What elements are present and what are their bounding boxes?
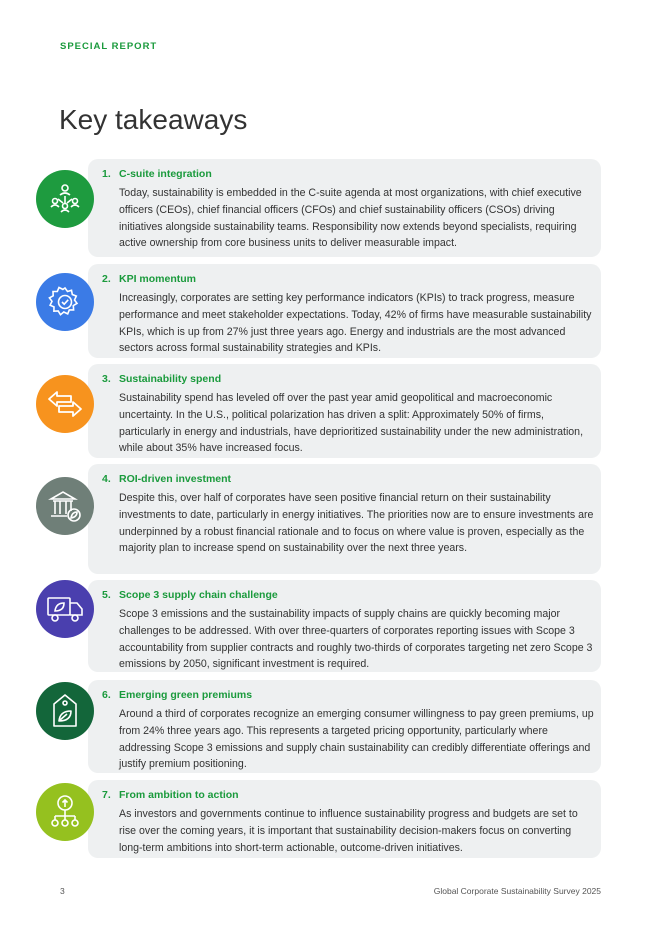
people-network-icon <box>36 170 94 228</box>
item-number: 1. <box>102 168 111 180</box>
item-body: Scope 3 emissions and the sustainability impacts of supply chains are quickly becoming major challenges to be addressed. With over three-quarters of corporates reporting issues with Scope 3 accountability from supplier contracts and roughly two-thirds of corporates targeting net zero Scope 3 emissions by 2050, significant investment is required. <box>119 608 593 671</box>
item-body: Increasingly, corporates are setting key performance indicators (KPIs) to track progress, measure performance and meet stakeholder expectations. Today, 42% of firms have measurable sustainability KPIs, which is up from 27% just three years ago. Energy and industrials are the most advanced sectors across formal sustainability strategies and KPIs. <box>119 292 592 355</box>
takeaway-item <box>36 159 601 257</box>
item-body: Sustainability spend has leveled off over the past year amid geopolitical and macroeconomic uncertainty. In the U.S., political polarization has driven a split: Approximately 50% of firms, particularly in energy and industrials, have deprioritized sustainability under the new administration, while about 35% have increased focus. <box>119 392 584 455</box>
item-body: Despite this, over half of corporates have seen positive financial return on their sustainability investments to date, particularly in energy initiatives. The priorities now are to ensure investments are underpinned by a robust financial rationale and to focus on where value is proven, especially as the majority plan to increase spend on sustainability over the next three years. <box>119 492 594 555</box>
item-body: Today, sustainability is embedded in the C-suite agenda at most organizations, with chief executive officers (CEOs), chief financial officers (CFOs) and chief sustainability officers (CSOs) driving initiatives alongside sustainability teams. Responsibility now extends beyond specialists, requiring active ownership from core business units to deliver measurable impact. <box>119 187 582 250</box>
delivery-truck-icon <box>36 580 94 638</box>
growth-network-icon <box>36 783 94 841</box>
item-heading: Emerging green premiums <box>119 689 253 701</box>
item-number: 6. <box>102 689 111 701</box>
item-body: Around a third of corporates recognize an emerging consumer willingness to pay green premiums, up from 24% three years ago. This represents a targeted pricing opportunity, particularly where addressing Scope 3 emissions and supply chain sustainability can credibly differentiate offerings and justify premium positioning. <box>119 708 594 771</box>
bank-leaf-icon <box>36 477 94 535</box>
gear-check-icon <box>36 273 94 331</box>
item-heading: Sustainability spend <box>119 373 222 385</box>
item-number: 7. <box>102 789 111 801</box>
item-number: 2. <box>102 273 111 285</box>
item-body: As investors and governments continue to influence sustainability progress and budgets are set to rise over the coming years, it is important that sustainability decision-makers focus on converting long-term ambitions into short-term actionable, outcome-driven initiatives. <box>119 808 578 854</box>
item-heading: KPI momentum <box>119 273 197 285</box>
page-number: 3 <box>60 886 65 896</box>
takeaway-item <box>36 780 601 858</box>
double-arrow-icon <box>36 375 94 433</box>
takeaway-item <box>36 580 601 672</box>
item-heading: From ambition to action <box>119 789 239 801</box>
section-label: SPECIAL REPORT <box>60 41 158 52</box>
publication-title: Global Corporate Sustainability Survey 2025 <box>433 886 601 896</box>
takeaway-item <box>36 680 601 773</box>
takeaway-item <box>36 464 601 574</box>
item-heading: C-suite integration <box>119 168 212 180</box>
item-heading: Scope 3 supply chain challenge <box>119 589 278 601</box>
item-number: 4. <box>102 473 111 485</box>
item-number: 3. <box>102 373 111 385</box>
item-number: 5. <box>102 589 111 601</box>
page-title: Key takeaways <box>59 104 248 135</box>
item-heading: ROI-driven investment <box>119 473 232 485</box>
takeaway-item <box>36 364 601 458</box>
leaf-tag-icon <box>36 682 94 740</box>
takeaway-item <box>36 264 601 358</box>
